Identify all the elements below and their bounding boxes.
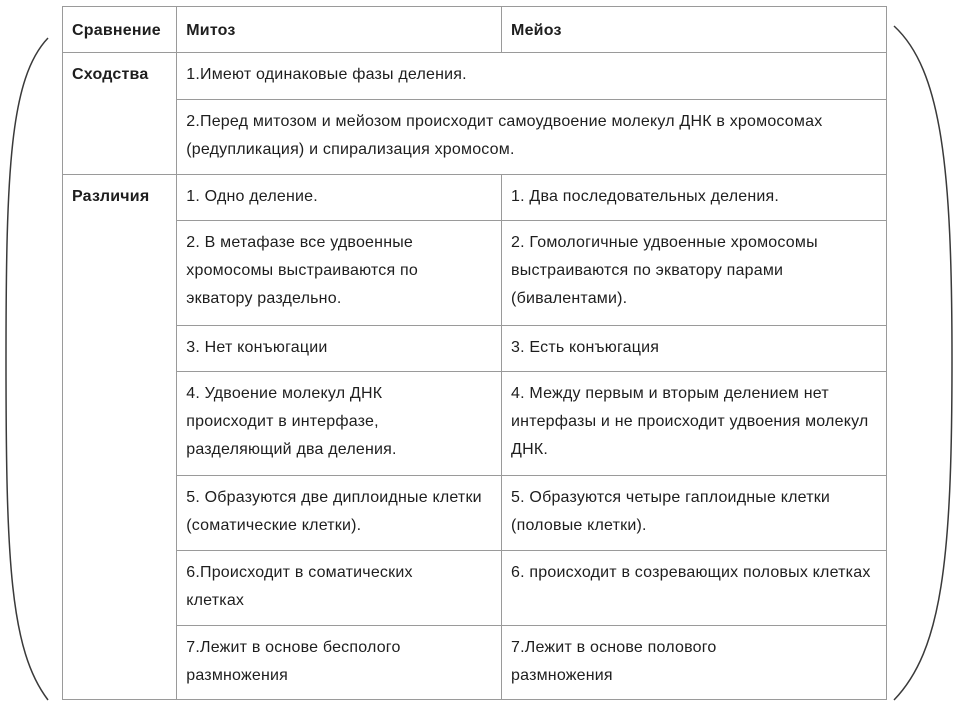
difference-row-4 bbox=[63, 372, 886, 475]
meiosis-cell: 4. Между первым и вторым делением нет интерфазы и не происходит удвоения молекул ДНК. bbox=[502, 372, 886, 475]
meiosis-cell: 5. Образуются четыре гаплоидные клетки (половые клетки). bbox=[502, 476, 886, 550]
mitosis-cell: 3. Нет конъюгации bbox=[177, 326, 501, 371]
difference-row-6 bbox=[63, 551, 886, 625]
meiosis-cell: 7.Лежит в основе полового размножения bbox=[502, 626, 886, 699]
mitosis-cell: 2. В метафазе все удвоенные хромосомы выстраиваются по экватору раздельно. bbox=[177, 221, 501, 325]
difference-row-7 bbox=[63, 626, 886, 699]
meiosis-cell: 1. Два последовательных деления. bbox=[502, 175, 886, 220]
difference-row-1 bbox=[63, 175, 886, 220]
similarity-row-2 bbox=[63, 100, 886, 174]
mitosis-cell: 6.Происходит в соматических клетках bbox=[177, 551, 501, 625]
difference-row-3 bbox=[63, 326, 886, 371]
mitosis-cell: 7.Лежит в основе бесполого размножения bbox=[177, 626, 501, 699]
meiosis-cell: 2. Гомологичные удвоенные хромосомы выстраиваются по экватору парами (бивалентами). bbox=[502, 221, 886, 325]
header-row bbox=[63, 7, 886, 52]
mitosis-cell: 1. Одно деление. bbox=[177, 175, 501, 220]
header-meiosis: Мейоз bbox=[502, 7, 886, 52]
meiosis-cell: 6. происходит в созревающих половых клетках bbox=[502, 551, 886, 625]
similarity-row-1 bbox=[63, 53, 886, 99]
difference-row-2 bbox=[63, 221, 886, 325]
difference-row-5 bbox=[63, 476, 886, 550]
mitosis-cell: 5. Образуются две диплоидные клетки (соматические клетки). bbox=[177, 476, 501, 550]
right-bracket-decoration bbox=[894, 26, 952, 700]
mitosis-cell: 4. Удвоение молекул ДНК происходит в интерфазе, разделяющий два деления. bbox=[177, 372, 501, 475]
meiosis-cell: 3. Есть конъюгация bbox=[502, 326, 886, 371]
header-comparison: Сравнение bbox=[63, 7, 176, 52]
similarities-label: Сходства bbox=[63, 53, 176, 174]
header-mitosis: Митоз bbox=[177, 7, 501, 52]
similarity-cell: 2.Перед митозом и мейозом происходит самоудвоение молекул ДНК в хромосомах (редупликация) и спирализация хромосом. bbox=[177, 100, 886, 174]
differences-label: Различия bbox=[63, 175, 176, 699]
similarity-cell: 1.Имеют одинаковые фазы деления. bbox=[177, 53, 886, 99]
comparison-table bbox=[62, 6, 887, 700]
